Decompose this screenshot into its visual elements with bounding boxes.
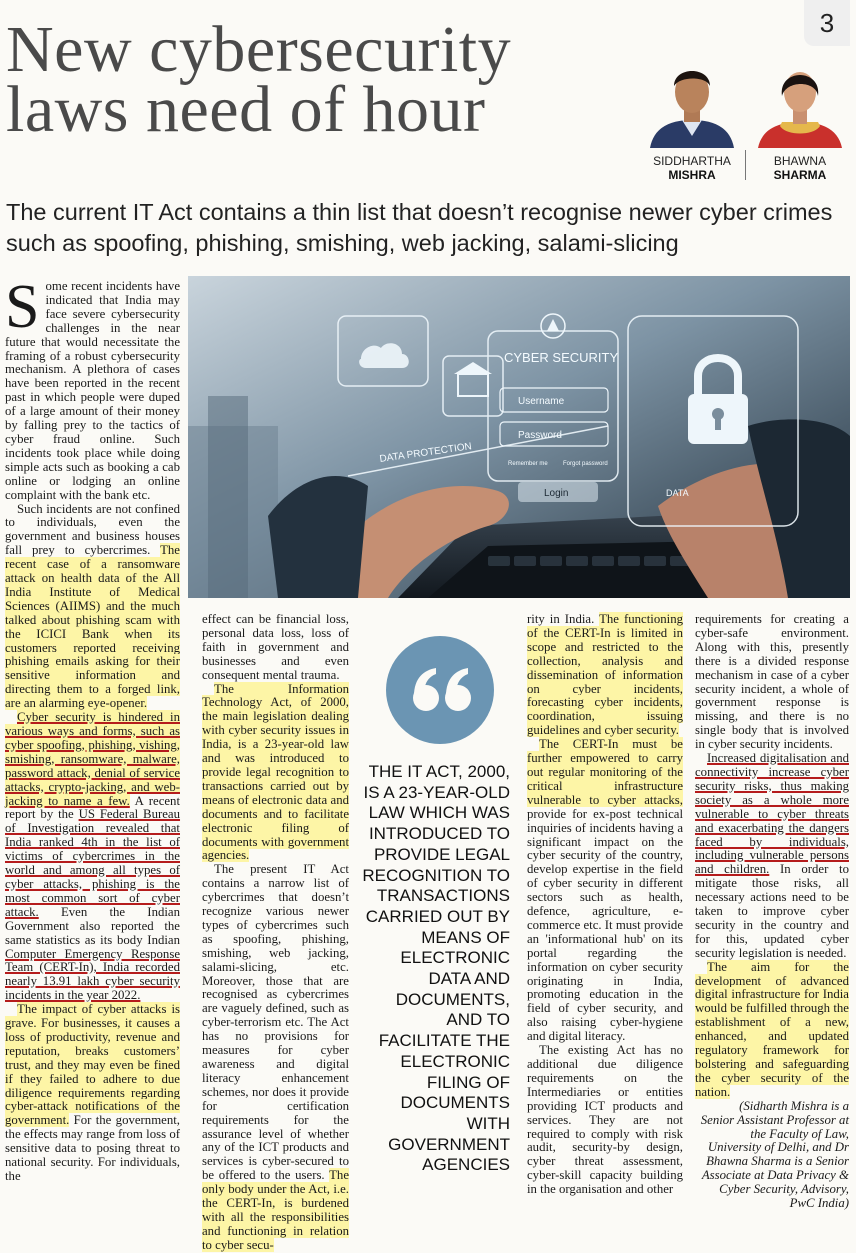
hero-text-login: Login — [544, 488, 569, 499]
article-column-1 — [5, 273, 181, 1184]
headline-line-1: New cybersecurity — [6, 13, 512, 86]
paragraph — [527, 738, 683, 1044]
drop-cap: S — [5, 273, 40, 341]
author-last-name: SHARMA — [773, 168, 827, 182]
hero-text-cyber-security: CYBER SECURITY — [504, 350, 619, 365]
text-run: provide for ex-post technical inquiries of incidents having a significant impact on the cyber security of the country, develop expertise in the field of cyber security in different sectors such as health, defence, agriculture, e-commerce etc. It must provide an 'informational hub' on its portal regarding the information on cyber security originating in India, promoting education in the field of cyber security, and also raising cyber-hygiene and digital literacy. — [527, 806, 683, 1044]
underlined-text: US Federal Bureau of Investigation revealed that India ranked 4th in the list of victims of cybercrimes in the world and among all types of cyber attacks, phishing is the most common sort of cyber attack. — [5, 807, 181, 919]
author-bio: (Sidharth Mishra is a Senior Assistant Professor at the Faculty of Law, University of Delhi, and Dr Bhawna Sharma is a Senior Associate at Data Privacy & Cyber Security, Advisory, PwC India) — [700, 1098, 849, 1211]
hero-text-data-protection: DATA PROTECTION — [378, 441, 473, 465]
hero-text-remember: Remember me — [508, 461, 548, 467]
author-photo — [752, 56, 848, 148]
headline-line-2: laws need of hour — [6, 73, 486, 146]
author-first-name: BHAWNA — [773, 154, 827, 168]
paragraph — [695, 961, 849, 1100]
author-first-name: SIDDHARTHA — [653, 154, 731, 168]
article-column-3 — [527, 613, 683, 1197]
underlined-text: Increased digitalisation and connectivity increase cyber security risks, thus making society as a whole more vulnerable to cyber threats and exacerbating the dangers faced by individuals, including vulnerable persons and children. — [695, 751, 849, 877]
highlighted-text: The Information Technology Act, of 2000, the main legislation dealing with cyber security issues in India, is a 23-year-old law and was introduced to provide legal recognition to transactions carried out by means of electronic data and documents and to facilitate electronic filing of documents with government agencies. — [202, 681, 349, 863]
article-column-4 — [695, 613, 849, 1211]
highlighted-text: The CERT-In must be further empowered to carry out regular monitoring of the critical infrastructure vulnerable to cyber attacks, — [527, 737, 683, 807]
author-photo — [644, 56, 740, 148]
text-run: Even the Indian Government also reported the same statistics as its body Indian — [5, 904, 180, 947]
headline — [6, 13, 646, 146]
text-run: Such incidents are not confined to individuals, even the government and business houses fall prey to cybercrimes. — [5, 501, 180, 558]
highlighted-text: The impact of cyber attacks is grave. For businesses, it causes a loss of productivity, revenue and reputation, breaks customers’ trust, and they may even be fined if they failed to adhere to due diligence requirements regarding cyber-attack notifications of the government. — [5, 1002, 180, 1128]
paragraph — [202, 683, 349, 864]
highlighted-text: The aim for the development of advanced digital infrastructure for India would be fulfilled through the establishment of a new, enhanced, and updated regulatory framework for bolstering and safeguarding the cyber security of the nation. — [695, 959, 849, 1099]
highlighted-text: The only body under the Act, i.e. the CERT-In, is burdened with all the responsibilities and functioning in relation to cyber secu- — [202, 1168, 350, 1252]
deck-subheadline: The current IT Act contains a thin list that doesn’t recognise newer cyber crimes such as spoofing, phishing, smishing, web jacking, salami-slicing — [6, 199, 833, 256]
page-number: 3 — [804, 0, 850, 46]
pull-quote: THE IT ACT, 2000, IS A 23-YEAR-OLD LAW WHICH WAS INTRODUCED TO PROVIDE LEGAL RECOGNITION TO TRANSACTIONS CARRIED OUT BY MEANS OF ELECTRONIC DATA AND DOCUMENTS, AND TO FACILITATE THE ELECTRONIC FILING OF DOCUMENTS WITH GOVERNMENT AGENCIES — [362, 762, 510, 1175]
hero-text-data: DATA — [666, 488, 689, 498]
hero-image — [188, 276, 850, 598]
paragraph — [5, 503, 180, 712]
text-run: The present IT Act contains a narrow list of cybercrimes that doesn’t recognize various newer types of cybercrimes such as spoofing, phishing, smishing, web jacking, salami-slicing, etc. Moreover, those that are recognised as cybercrimes are vaguely defined, such as cyber-terrorism etc. The Act has no provisions for measures for cyber awareness and digital literacy enhancement schemes, nor does it provide for certification requirements for the assurance level of whether any of the ICT products and services is cyber-secured to be offered to the users. — [202, 862, 349, 1183]
paragraph — [202, 863, 349, 1252]
hero-text-forgot: Forgot password — [563, 461, 608, 467]
text-run: In order to mitigate those risks, all necessary actions need to be taken to improve cyber security in the country and for this, updated cyber security legislation is needed. — [695, 862, 849, 960]
quote-mark-icon — [386, 636, 494, 744]
text-run: rity in India. — [527, 612, 595, 626]
author-siddhartha — [644, 56, 740, 182]
highlighted-underlined-text: Cyber security is hindered in various ways and forms, such as cyber spoofing, phishing, vishing, smishing, ransomware, malware, password attack, denial of service attacks, crypto-jacking, and web-jacking to name a few. — [5, 710, 180, 808]
highlighted-text: The functioning of the CERT-In is limited in scope and restricted to the collection, analysis and dissemination of information on cyber incidents, forecasting cyber incidents, coordination, issuing guidelines and cyber security. — [527, 612, 683, 738]
paragraph: The existing Act has no additional due diligence requirements on the Intermediaries or entities providing ICT products and services. They are not required to comply with risk audit, security-by design, cyber threat assessment, cyber-skill capacity building in the organisation and other — [527, 1043, 683, 1197]
text-run: ome recent incidents have indicated that India may face severe cybersecurity challenges in the near future that would necessitate the framing of a robust cybersecurity mechanism. A plethora of cases have been reported in the recent past in which people were duped of a large amount of their money by falling prey to the tactics of cyber fraud online. Such incidents took place while doing simple acts such as booking a cab online or lodging an online complaint with the bank etc. — [5, 279, 180, 502]
paragraph — [5, 711, 180, 1003]
paragraph: requirements for creating a cyber-safe environment. Along with this, presently there is a divided response mechanism in case of a cyber security incident, a whole of government response is missing, and there is no single body that is involved in cyber security incidents. — [695, 612, 849, 752]
underlined-text: Computer Emergency Response Team (CERT-In), India recorded nearly 13.91 lakh cyber security incidents in the year 2022. — [5, 946, 180, 1003]
paragraph: effect can be financial loss, personal data loss, loss of faith in government and businesses and even consequent mental trauma. — [202, 612, 349, 682]
author-divider — [745, 150, 746, 180]
article-column-2 — [202, 613, 349, 1253]
paragraph — [527, 613, 683, 738]
text-run: A recent report by the — [5, 793, 181, 822]
text-run: For the government, the effects may range from loss of sensitive data to posing threat to national security. For individuals, the — [5, 1113, 180, 1183]
hero-text-username: Username — [518, 396, 565, 407]
paragraph — [695, 752, 849, 961]
highlighted-text: The recent case of a ransomware attack on health data of the All India Institute of Medical Sciences (AIIMS) and the much talked about phishing scam with the ICICI Bank when its customers reported receiving phishing emails asking for their sensitive information and directing them to a forged link, are an alarming eye-opener. — [5, 543, 180, 711]
hero-text-password: Password — [518, 430, 562, 441]
author-last-name: MISHRA — [668, 168, 716, 182]
paragraph — [5, 273, 180, 503]
paragraph — [5, 1003, 180, 1184]
author-bhawna — [752, 56, 848, 182]
